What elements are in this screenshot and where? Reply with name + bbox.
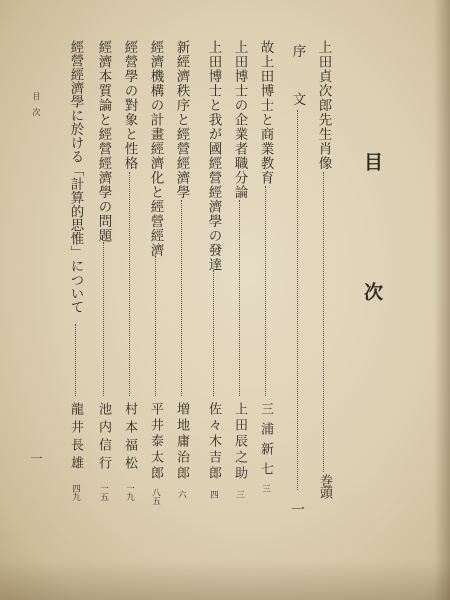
page-number: 一	[29, 452, 43, 464]
toc-leader	[297, 110, 298, 490]
toc-entry-title: 上田博士と我が國經營經濟學の發達	[205, 40, 222, 272]
toc-leader	[213, 270, 214, 396]
toc-leader	[129, 172, 130, 396]
toc-entry-page: 三	[234, 490, 245, 499]
toc-entry-title: 故上田博士と商業教育	[257, 40, 274, 185]
toc-leader	[181, 200, 182, 396]
toc-entry-title: 新經濟秩序と經營經濟學	[173, 40, 190, 200]
toc-leader	[239, 200, 240, 396]
toc-entry-author: 佐々木吉郎	[206, 402, 221, 482]
toc-entry-title: 文	[289, 92, 306, 107]
toc-entry-page: 一五	[98, 484, 109, 501]
toc-entry-title: 經營學の對象と性格	[121, 40, 138, 171]
toc-entry-title: 上田貞次郎先生肖像	[315, 40, 332, 171]
toc-leader	[155, 256, 156, 396]
toc-entry-page: 四九	[70, 484, 81, 501]
toc-entry-page: 巻頭	[317, 474, 332, 498]
toc-entry-page: 一九	[124, 484, 135, 501]
toc-entry-page: 六	[176, 490, 187, 499]
toc-entry-page: 三	[260, 484, 271, 493]
toc-entry-author: 龍井長雄	[68, 402, 83, 474]
toc-leader	[323, 172, 324, 472]
toc-entry-title: 上田博士の企業者職分論	[231, 40, 248, 200]
toc-entry-page: 四	[208, 490, 219, 499]
toc-entry-title: 序	[289, 44, 306, 59]
toc-entry-title: 經濟本質論と經營經濟學の問題	[95, 40, 112, 243]
toc-leader	[265, 186, 266, 396]
toc-entry-title: 經濟機構の計畫經濟化と經營經濟	[147, 40, 164, 258]
toc-entry-author: 増地庸治郎	[174, 402, 189, 482]
toc-entry-author: 三浦新七	[258, 402, 273, 482]
toc-entry-author: 平井泰太郎	[148, 402, 163, 482]
toc-heading-moku: 目	[361, 152, 383, 171]
toc-entry-author: 上田辰之助	[232, 402, 247, 482]
toc-entry-title: 經營經濟學に於ける「計算的思惟」について	[67, 40, 84, 314]
running-head: 目 次	[32, 92, 41, 116]
toc-entry-page: 八五	[150, 488, 161, 505]
toc-entry-page: 一	[289, 502, 305, 516]
toc-heading-ji: 次	[361, 282, 383, 301]
toc-leader	[103, 242, 104, 396]
toc-leader	[75, 324, 76, 396]
toc-entry-author: 村本福松	[122, 402, 137, 474]
toc-entry-author: 池内信行	[96, 402, 111, 474]
